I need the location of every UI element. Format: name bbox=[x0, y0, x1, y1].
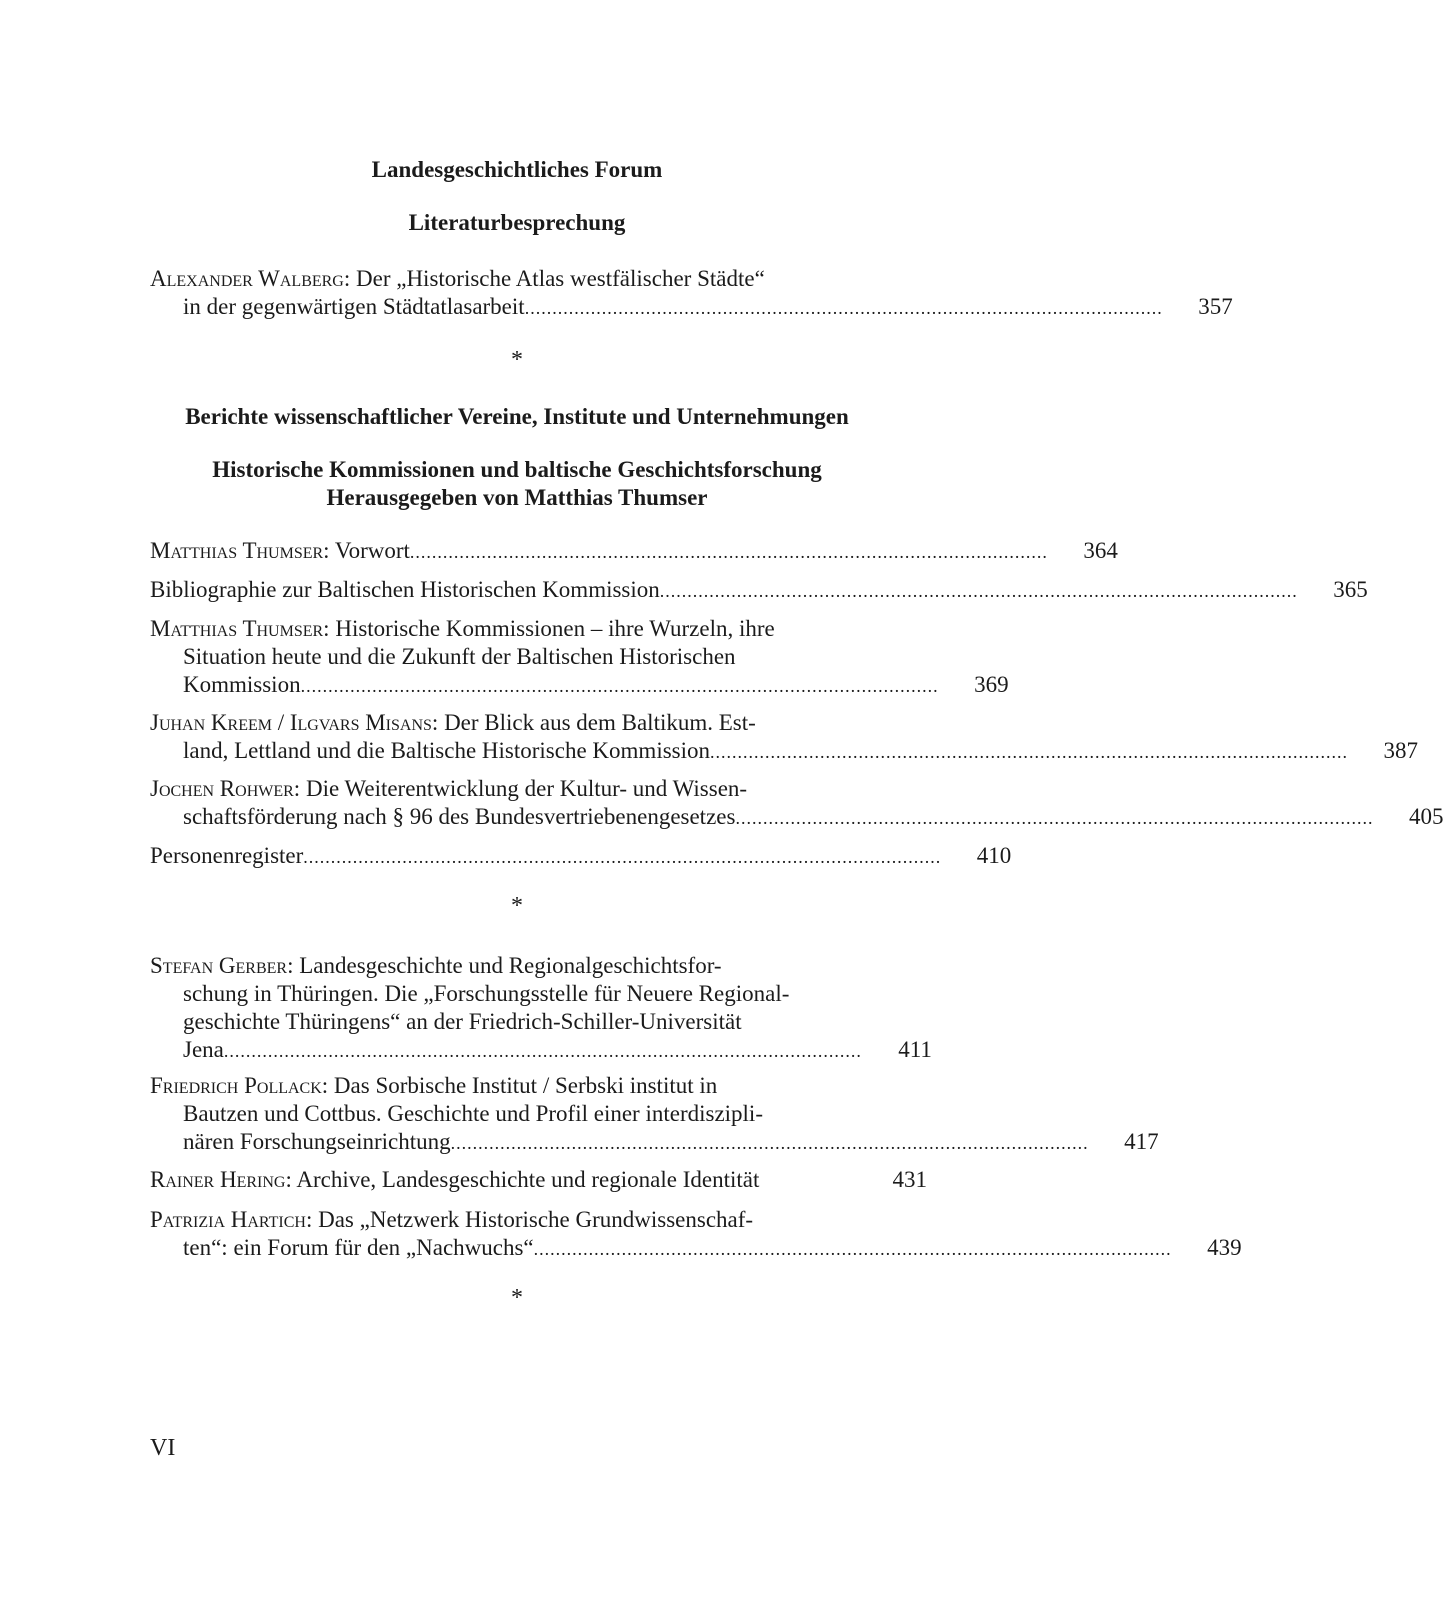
entry-line bbox=[150, 615, 857, 643]
entry-line: Situation heute und die Zukunft der Baltischen Historischen bbox=[183, 644, 736, 669]
entry-title: Der „Historische Atlas westfälischer Städte“ bbox=[356, 266, 765, 291]
entry-line bbox=[150, 775, 857, 803]
entry-title: Personenregister bbox=[150, 843, 304, 868]
toc-entry-kreem-misans[interactable] bbox=[150, 709, 1419, 766]
entry-author: Patrizia Hartich: bbox=[150, 1207, 313, 1232]
page-number: 417 bbox=[1124, 1129, 1159, 1154]
toc-entry-thumser-kommissionen[interactable] bbox=[150, 615, 1009, 700]
entry-author: Rainer Hering: bbox=[150, 1167, 292, 1192]
entry-last-line bbox=[150, 671, 1009, 700]
entry-line bbox=[150, 265, 857, 293]
dot-leader: .................................................................................................................... bbox=[223, 1041, 862, 1061]
page-folio: VI bbox=[150, 1435, 176, 1461]
entry-last-line bbox=[150, 803, 1443, 832]
toc-entry-walberg[interactable] bbox=[150, 265, 1233, 322]
toc-entry-hering[interactable] bbox=[150, 1166, 927, 1194]
dot-leader: .................................................................................................................... bbox=[710, 742, 1349, 762]
entry-title: Archive, Landesgeschichte und regionale Identität bbox=[296, 1167, 760, 1192]
entry-title-end: Kommission bbox=[183, 672, 301, 697]
entry-last-line bbox=[150, 1036, 932, 1065]
section-heading-forum: Landesgeschichtliches Forum bbox=[371, 157, 663, 182]
toc-entry-gerber[interactable] bbox=[150, 952, 932, 1065]
dot-leader: .................................................................................................................... bbox=[735, 808, 1374, 828]
page-number: 405 bbox=[1408, 804, 1443, 829]
entry-line bbox=[150, 709, 857, 737]
entry-author: Matthias Thumser: bbox=[150, 538, 330, 563]
section-editor: Herausgegeben von Matthias Thumser bbox=[326, 485, 708, 510]
entry-title: Bibliographie zur Baltischen Historischen Kommission bbox=[150, 577, 660, 602]
entry-title: Das Sorbische Institut / Serbski institut in bbox=[333, 1073, 718, 1098]
dot-leader: .................................................................................................................... bbox=[524, 298, 1163, 318]
entry-last-line bbox=[150, 842, 1012, 871]
toc-entry-thumser-vorwort[interactable] bbox=[150, 537, 1118, 566]
toc-entry-rohwer[interactable] bbox=[150, 775, 1443, 832]
entry-title-end: Jena bbox=[183, 1037, 224, 1062]
page-number: 369 bbox=[974, 672, 1009, 697]
entry-author: Friedrich Pollack: bbox=[150, 1073, 329, 1098]
page-number: 410 bbox=[976, 843, 1012, 868]
dot-leader: .................................................................................................................... bbox=[659, 581, 1298, 601]
entry-last-line bbox=[150, 1234, 1242, 1263]
entry-last-line bbox=[150, 1166, 927, 1194]
entry-last-line bbox=[150, 1128, 1159, 1157]
entry-line bbox=[150, 952, 857, 980]
section-heading-berichte: Berichte wissenschaftlicher Vereine, Institute und Unternehmungen bbox=[185, 404, 849, 429]
dot-leader: .................................................................................................................... bbox=[409, 542, 1048, 562]
entry-title-end: land, Lettland und die Baltische Historische Kommission bbox=[183, 738, 711, 763]
separator-asterisk: * bbox=[511, 1285, 523, 1311]
page-number: 387 bbox=[1383, 738, 1419, 763]
separator-asterisk: * bbox=[511, 347, 523, 373]
entry-title: Landesgeschichte und Regionalgeschichtsfor- bbox=[299, 953, 722, 978]
entry-line: schung in Thüringen. Die „Forschungsstelle für Neuere Regional- bbox=[183, 981, 790, 1006]
toc-entry-personenregister[interactable] bbox=[150, 842, 1012, 871]
entry-last-line bbox=[150, 737, 1419, 766]
toc-entry-hartich[interactable] bbox=[150, 1206, 1242, 1263]
entry-author: Stefan Gerber: bbox=[150, 953, 294, 978]
author-separator: / bbox=[271, 710, 290, 735]
page-number: 431 bbox=[892, 1167, 927, 1192]
section-heading-literatur: Literaturbesprechung bbox=[408, 210, 626, 235]
separator-asterisk: * bbox=[511, 893, 523, 919]
entry-last-line bbox=[150, 537, 1118, 566]
entry-author: Ilgvars Misans: bbox=[289, 710, 439, 735]
toc-entry-bibliographie[interactable] bbox=[150, 576, 1368, 605]
dot-leader: .................................................................................................................... bbox=[450, 1133, 1089, 1153]
entry-author: Jochen Rohwer: bbox=[150, 776, 301, 801]
entry-title: Vorwort bbox=[334, 538, 410, 563]
page-number: 439 bbox=[1207, 1235, 1242, 1260]
entry-title-end: schaftsförderung nach § 96 des Bundesvertriebenengesetzes bbox=[183, 804, 736, 829]
entry-line: Bautzen und Cottbus. Geschichte und Profil einer interdisziplі- bbox=[183, 1101, 763, 1126]
entry-author: Alexander Walberg: bbox=[150, 266, 351, 291]
page-number: 364 bbox=[1083, 538, 1118, 563]
toc-entry-pollack[interactable] bbox=[150, 1072, 1159, 1157]
entry-title: Die Weiterentwicklung der Kultur- und Wissen- bbox=[305, 776, 748, 801]
entry-last-line bbox=[150, 576, 1368, 605]
entry-title: Der Blick aus dem Baltikum. Est- bbox=[444, 710, 756, 735]
page-number: 357 bbox=[1198, 294, 1233, 319]
page-number: 365 bbox=[1333, 577, 1368, 602]
entry-line bbox=[150, 1072, 857, 1100]
page-number: 411 bbox=[898, 1037, 932, 1062]
section-heading-kommissionen: Historische Kommissionen und baltische Geschichtsforschung bbox=[212, 457, 822, 482]
entry-author: Matthias Thumser: bbox=[150, 616, 330, 641]
entry-title-end: in der gegenwärtigen Städtatlasarbeit bbox=[183, 294, 525, 319]
entry-line: geschichte Thüringens“ an der Friedrich-Schiller-Universität bbox=[183, 1009, 742, 1034]
entry-last-line bbox=[150, 293, 1233, 322]
entry-title: Das „Netzwerk Historische Grundwissenschaf- bbox=[318, 1207, 754, 1232]
entry-title-end: ten“: ein Forum für den „Nachwuchs“ bbox=[183, 1235, 534, 1260]
dot-leader: .................................................................................................................... bbox=[533, 1239, 1172, 1259]
entry-title-end: nären Forschungseinrichtung bbox=[183, 1129, 451, 1154]
entry-line bbox=[150, 1206, 857, 1234]
dot-leader: .................................................................................................................... bbox=[303, 847, 942, 867]
entry-title: Historische Kommissionen – ihre Wurzeln, ihre bbox=[335, 616, 775, 641]
entry-author: Juhan Kreem bbox=[150, 710, 272, 735]
dot-leader: .................................................................................................................... bbox=[300, 676, 939, 696]
